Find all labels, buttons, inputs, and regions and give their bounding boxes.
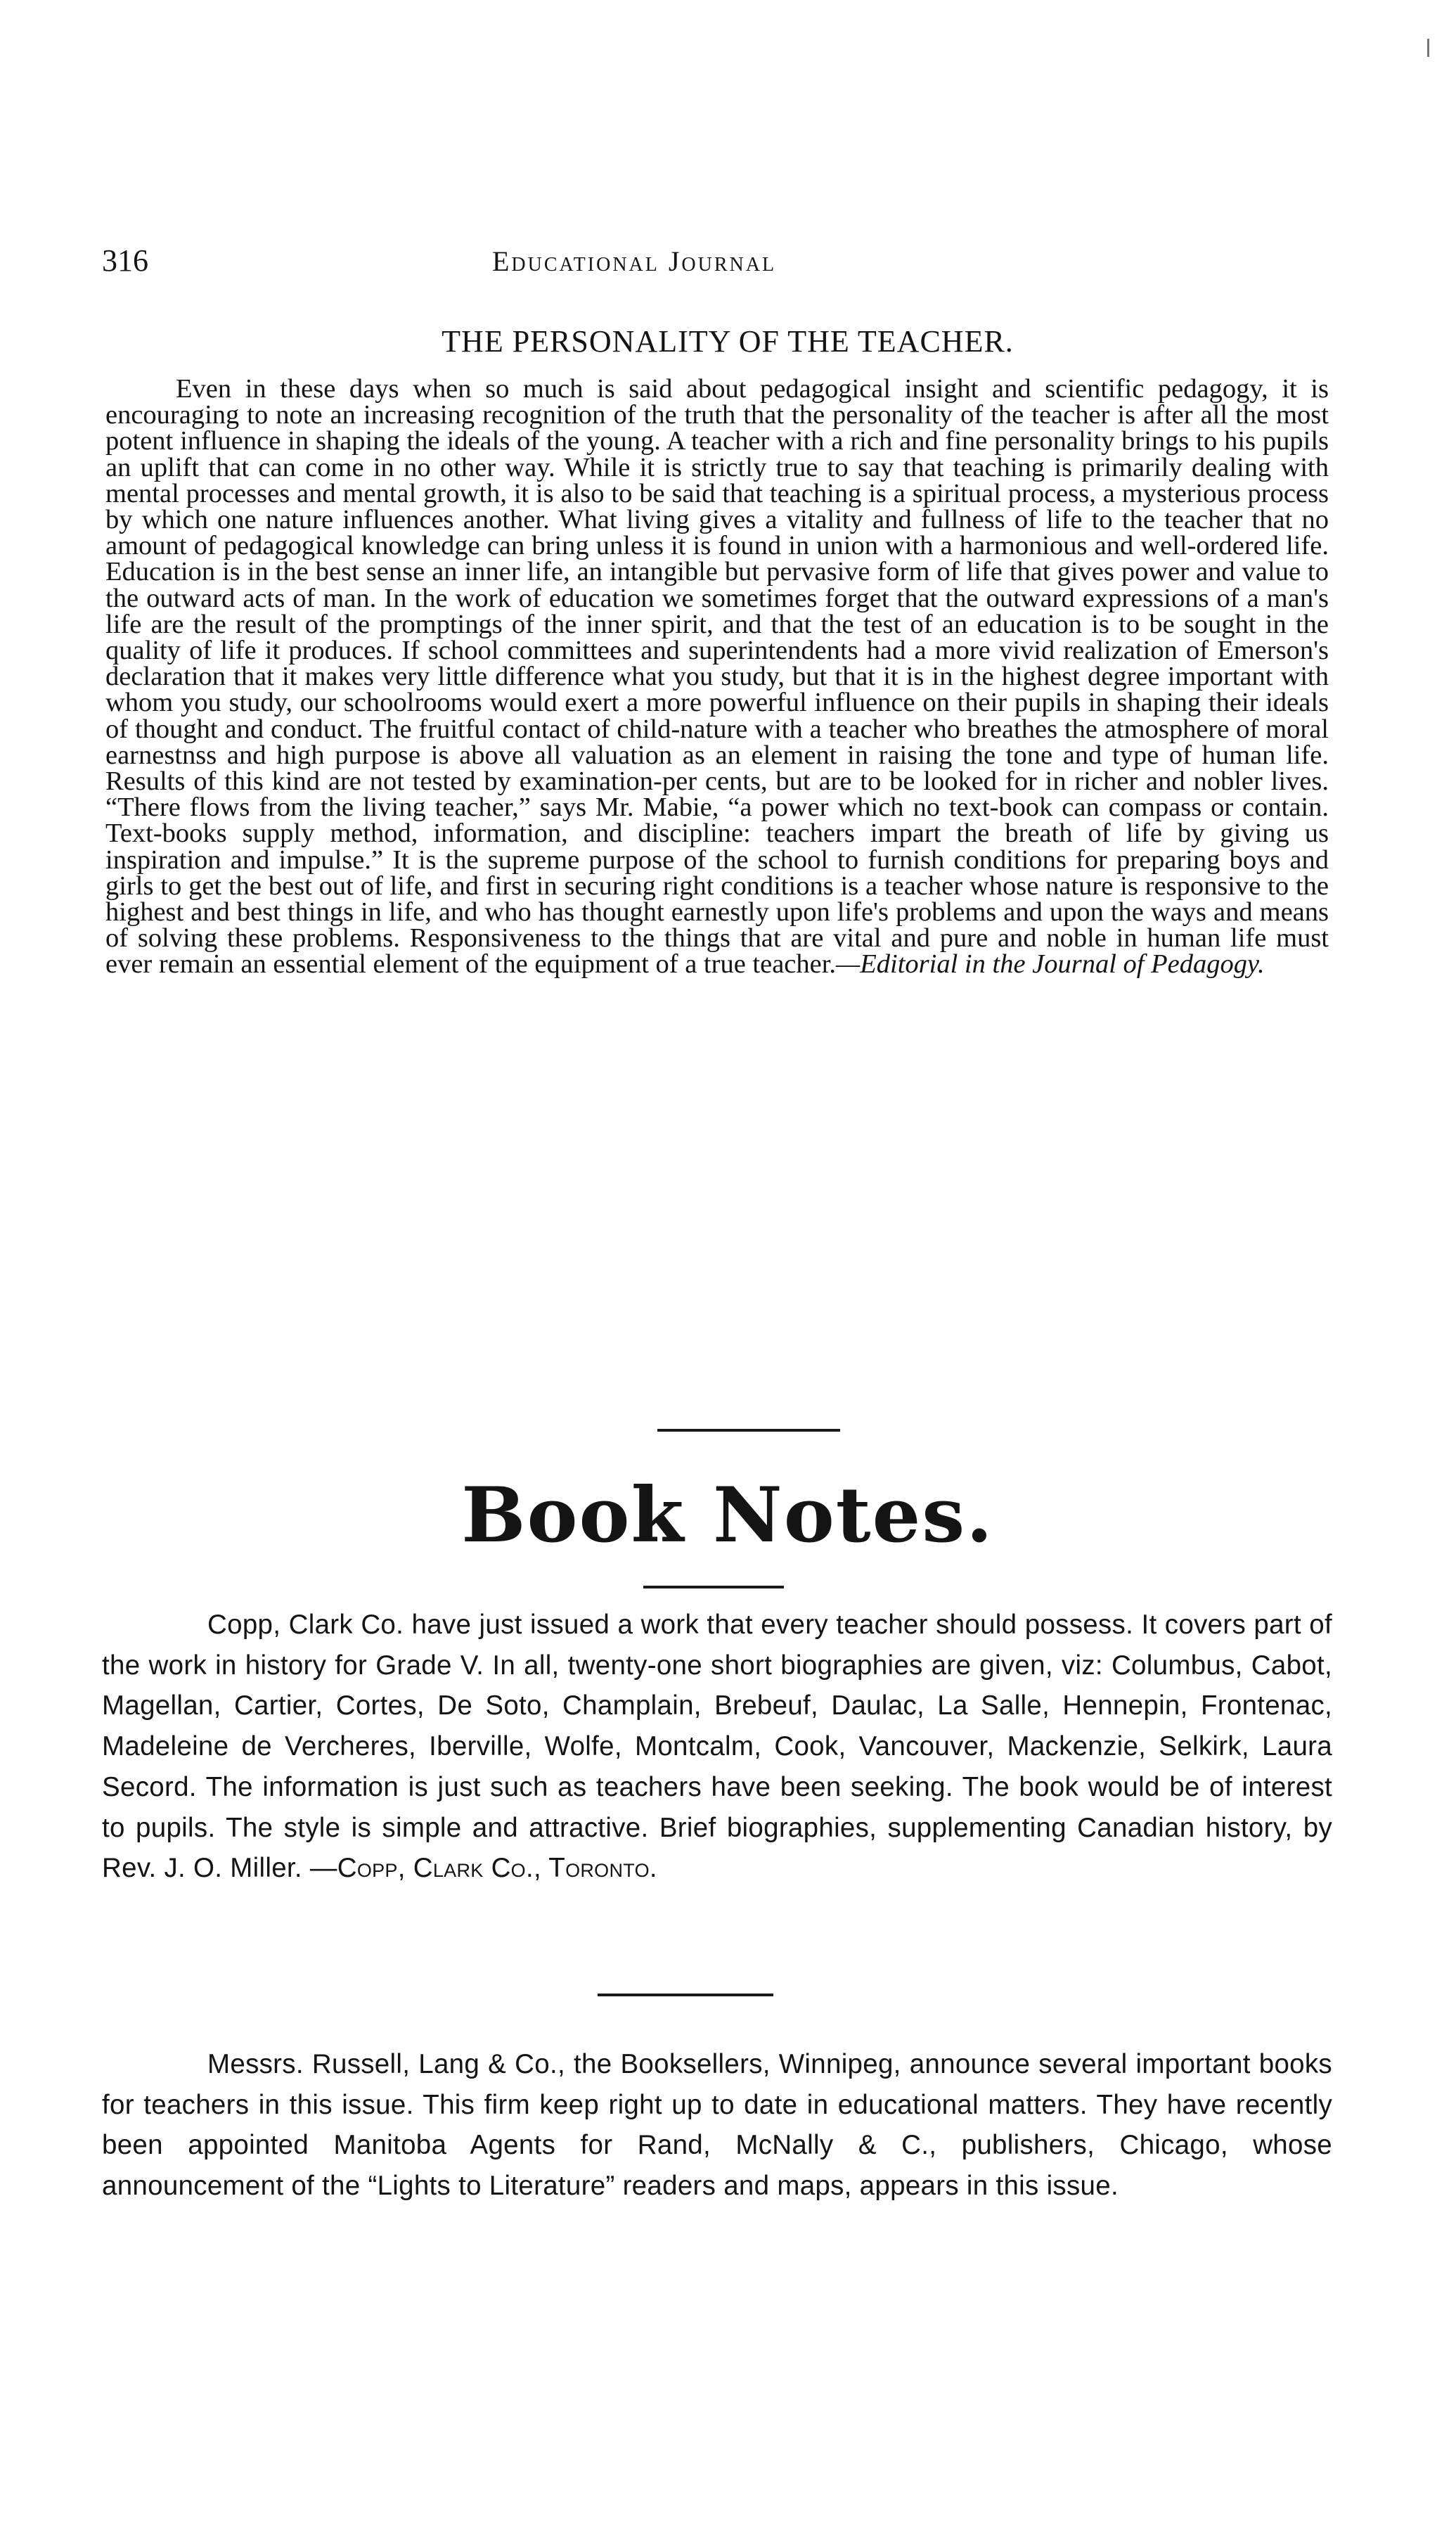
divider-rule xyxy=(598,1994,773,1996)
article-body xyxy=(105,376,1329,978)
book-note-russell-lang xyxy=(102,2044,1332,2207)
running-head: Educational Journal xyxy=(492,245,777,277)
book-note-copp-clark xyxy=(102,1605,1332,1889)
article-title: THE PERSONALITY OF THE TEACHER. xyxy=(442,324,1014,359)
book-note-text: Copp, Clark Co. have just issued a work that every teacher should possess. It covers part of the work in history for Grade V. In all, twenty-one short biographies are given, viz: Columbus, Cabot, Magellan, Cartier, Cortes, De Soto, Champlain, Brebeuf, Daulac, La Salle, Hennepin, Frontenac, Madeleine de Vercheres, Iberville, Wolfe, Montcalm, Cook, Vancouver, Mackenzie, Selkirk, Laura Secord. The information is just such as teachers have been seeking. The book would be of interest to pupils. The style is simple and attractive. Brief biographies, supplementing Canadian history, by Rev. J. O. Miller. — xyxy=(102,1610,1332,1884)
article-text: Even in these days when so much is said about pedagogical insight and scientific pedagogy, it is encouraging to note an increasing recognition of the truth that the personality of the teacher is after all the most potent influence in shaping the ideals of the young. A teacher with a rich and fine personality brings to his pupils an uplift that can come in no other way. While it is strictly true to say that teaching is primarily dealing with mental processes and mental growth, it is also to be said that teaching is a spiritual process, a mysterious process by which one nature influences another. What living gives a vitality and fullness of life to the teacher that no amount of pedagogical knowledge can bring unless it is found in union with a harmonious and well-ordered life. Education is in the best sense an inner life, an intangible but pervasive form of life that gives power and value to the outward acts of man. In the work of education we sometimes forget that the outward expressions of a man's life are the result of the promptings of the inner spirit, and that the test of an education is to be sought in the quality of life it produces. If school committees and superintendents had a more vivid realization of Emerson's declaration that it makes very little difference what you study, but that it is in the highest degree important with whom you study, our schoolrooms would exert a more powerful influence on their pupils in shaping their ideals of thought and conduct. The fruitful contact of child-nature with a teacher who breathes the atmosphere of moral earnestnss and high purpose is above all valuation as an element in raising the tone and type of human life. Results of this kind are not tested by examination-per cents, but are to be looked for in richer and nobler lives. “There flows from the living teacher,” says Mr. Mabie, “a power which no text-book can compass or contain. Text-books supply method, information, and discipline: teachers impart the breath of life by giving us inspiration and impulse.” It is the supreme purpose of the school to furnish conditions for preparing boys and girls to get the best out of life, and first in securing right conditions is a teacher whose nature is responsive to the highest and best things in life, and who has thought earnestly upon life's problems and upon the ways and means of solving these problems. Responsiveness to the things that are vital and pure and noble in human life must ever remain an essential element of the equipment of a true teacher. xyxy=(105,374,1329,980)
heading-underline-rule xyxy=(643,1586,784,1588)
book-note-publisher: Copp, Clark Co., Toronto. xyxy=(337,1853,657,1884)
scan-margin-mark xyxy=(1427,39,1429,57)
article-source: —Editorial in the Journal of Pedagogy. xyxy=(836,949,1265,980)
page-number: 316 xyxy=(102,243,148,278)
section-heading: Book Notes. xyxy=(461,1471,994,1560)
book-note-text: Messrs. Russell, Lang & Co., the Booksellers, Winnipeg, announce several important books for teachers in this issue. This firm keep right up to date in educational matters. They have recently been appointed Manitoba Agents for Rand, McNally & C., publishers, Chicago, whose announcement of the “Lights to Literature” readers and maps, appears in this issue. xyxy=(102,2049,1332,2202)
divider-rule xyxy=(657,1429,840,1432)
